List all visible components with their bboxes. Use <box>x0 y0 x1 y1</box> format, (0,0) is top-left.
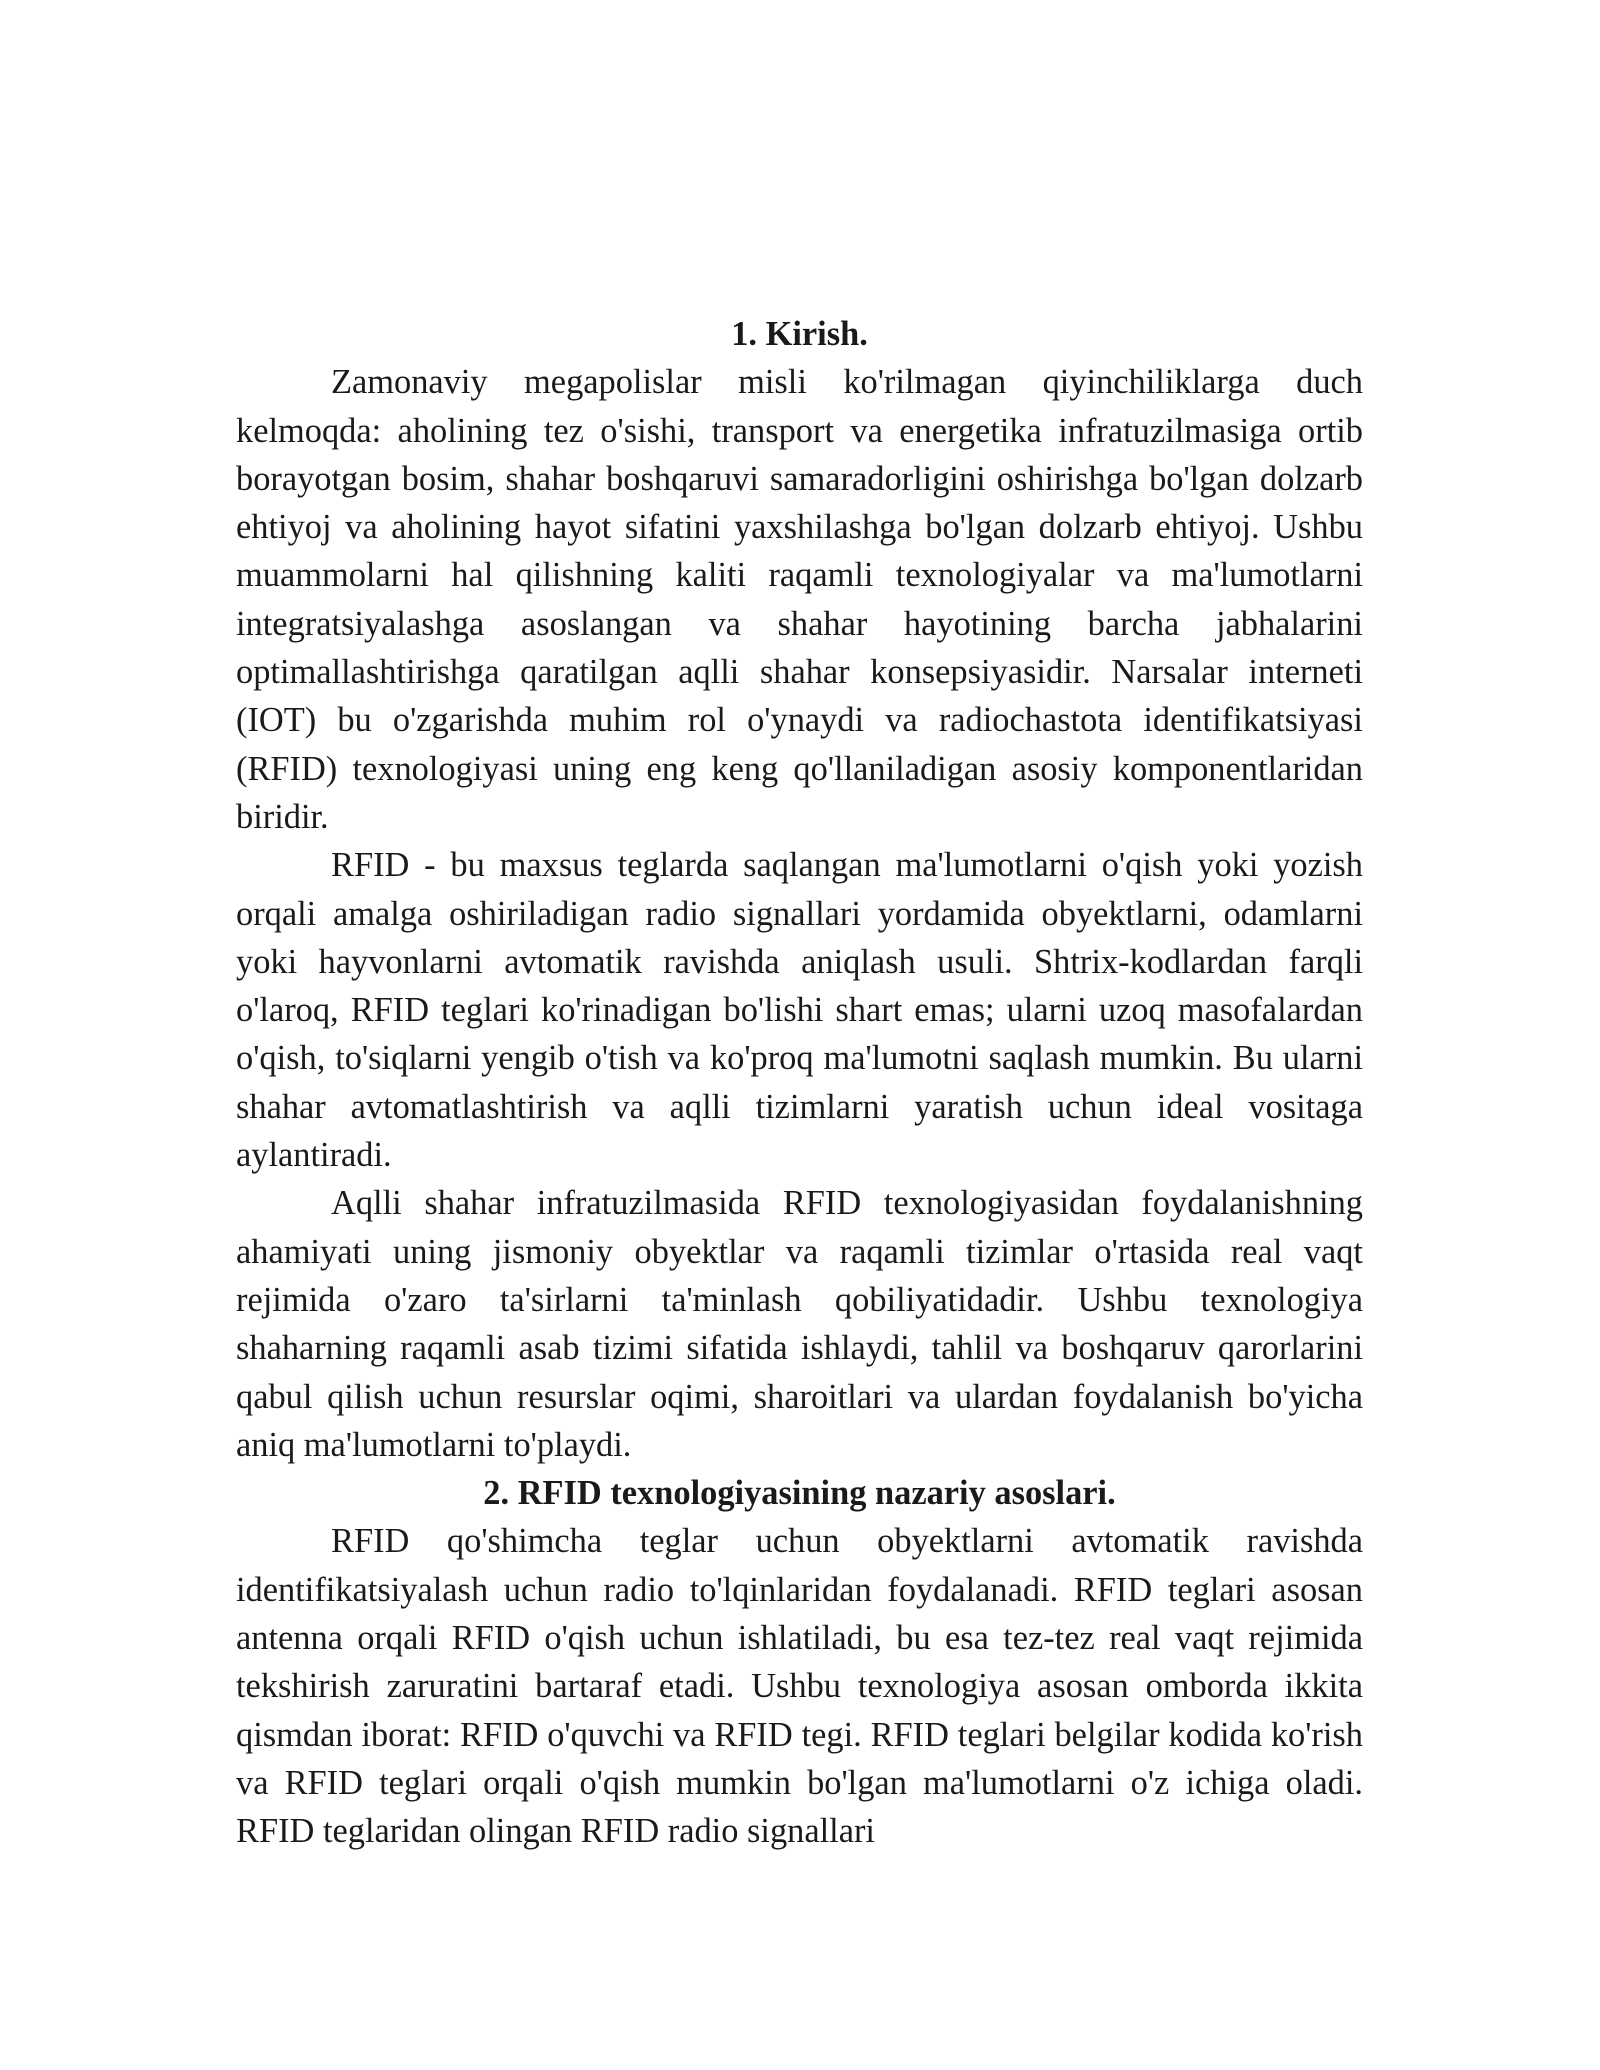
paragraph-rfid-definition: RFID - bu maxsus teglarda saqlangan ma'lumotlarni o'qish yoki yozish orqali amalga oshiriladigan radio signallari yordamida obyektlarni, odamlarni yoki hayvonlarni avtomatik ravishda aniqlash usuli. Shtrix-kodlardan farqli o'laroq, RFID teglari ko'rinadigan bo'lishi shart emas; ularni uzoq masofalardan o'qish, to'siqlarni yengib o'tish va ko'proq ma'lumotni saqlash mumkin. Bu ularni shahar avtomatlashtirish va aqlli tizimlarni yaratish uchun ideal vositaga aylantiradi. <box>236 846 1363 1175</box>
document-page <box>236 310 1363 1856</box>
paragraph-smart-city-challenges: Zamonaviy megapolislar misli ko'rilmagan qiyinchiliklarga duch kelmoqda: aholining tez o'sishi, transport va energetika infratuzilmasiga ortib borayotgan bosim, shahar boshqaruvi samaradorligini oshirishga bo'lgan dolzarb ehtiyoj va aholining hayot sifatini yaxshilashga bo'lgan dolzarb ehtiyoj. Ushbu muammolarni hal qilishning kaliti raqamli texnologiyalar va ma'lumotlarni integratsiyalashga asoslangan va shahar hayotining barcha jabhalarini optimallashtirishga qaratilgan aqlli shahar konsepsiyasidir. Narsalar interneti (IOT) bu o'zgarishda muhim rol o'ynaydi va radiochastota identifikatsiyasi (RFID) texnologiyasi uning eng keng qo'llaniladigan asosiy komponentlaridan biridir. <box>236 363 1363 836</box>
section-heading-rfid-theory: 2. RFID texnologiyasining nazariy asoslari. <box>483 1474 1116 1513</box>
paragraph-rfid-components: RFID qo'shimcha teglar uchun obyektlarni avtomatik ravishda identifikatsiyalash uchun radio to'lqinlaridan foydalanadi. RFID teglari asosan antenna orqali RFID o'qish uchun ishlatiladi, bu esa tez-tez real vaqt rejimida tekshirish zaruratini bartaraf etadi. Ushbu texnologiya asosan omborda ikkita qismdan iborat: RFID o'quvchi va RFID tegi. RFID teglari belgilar kodida ko'rish va RFID teglari orqali o'qish mumkin bo'lgan ma'lumotlarni o'z ichiga oladi. RFID teglaridan olingan RFID radio signallari <box>236 1522 1363 1851</box>
section-heading-introduction: 1. Kirish. <box>731 315 868 353</box>
paragraph-rfid-importance: Aqlli shahar infratuzilmasida RFID texnologiyasidan foydalanishning ahamiyati uning jismoniy obyektlar va raqamli tizimlar o'rtasida real vaqt rejimida o'zaro ta'sirlarni ta'minlash qobiliyatidadir. Ushbu texnologiya shaharning raqamli asab tizimi sifatida ishlaydi, tahlil va boshqaruv qarorlarini qabul qilish uchun resurslar oqimi, sharoitlari va ulardan foydalanish bo'yicha aniq ma'lumotlarni to'playdi. <box>236 1184 1363 1464</box>
